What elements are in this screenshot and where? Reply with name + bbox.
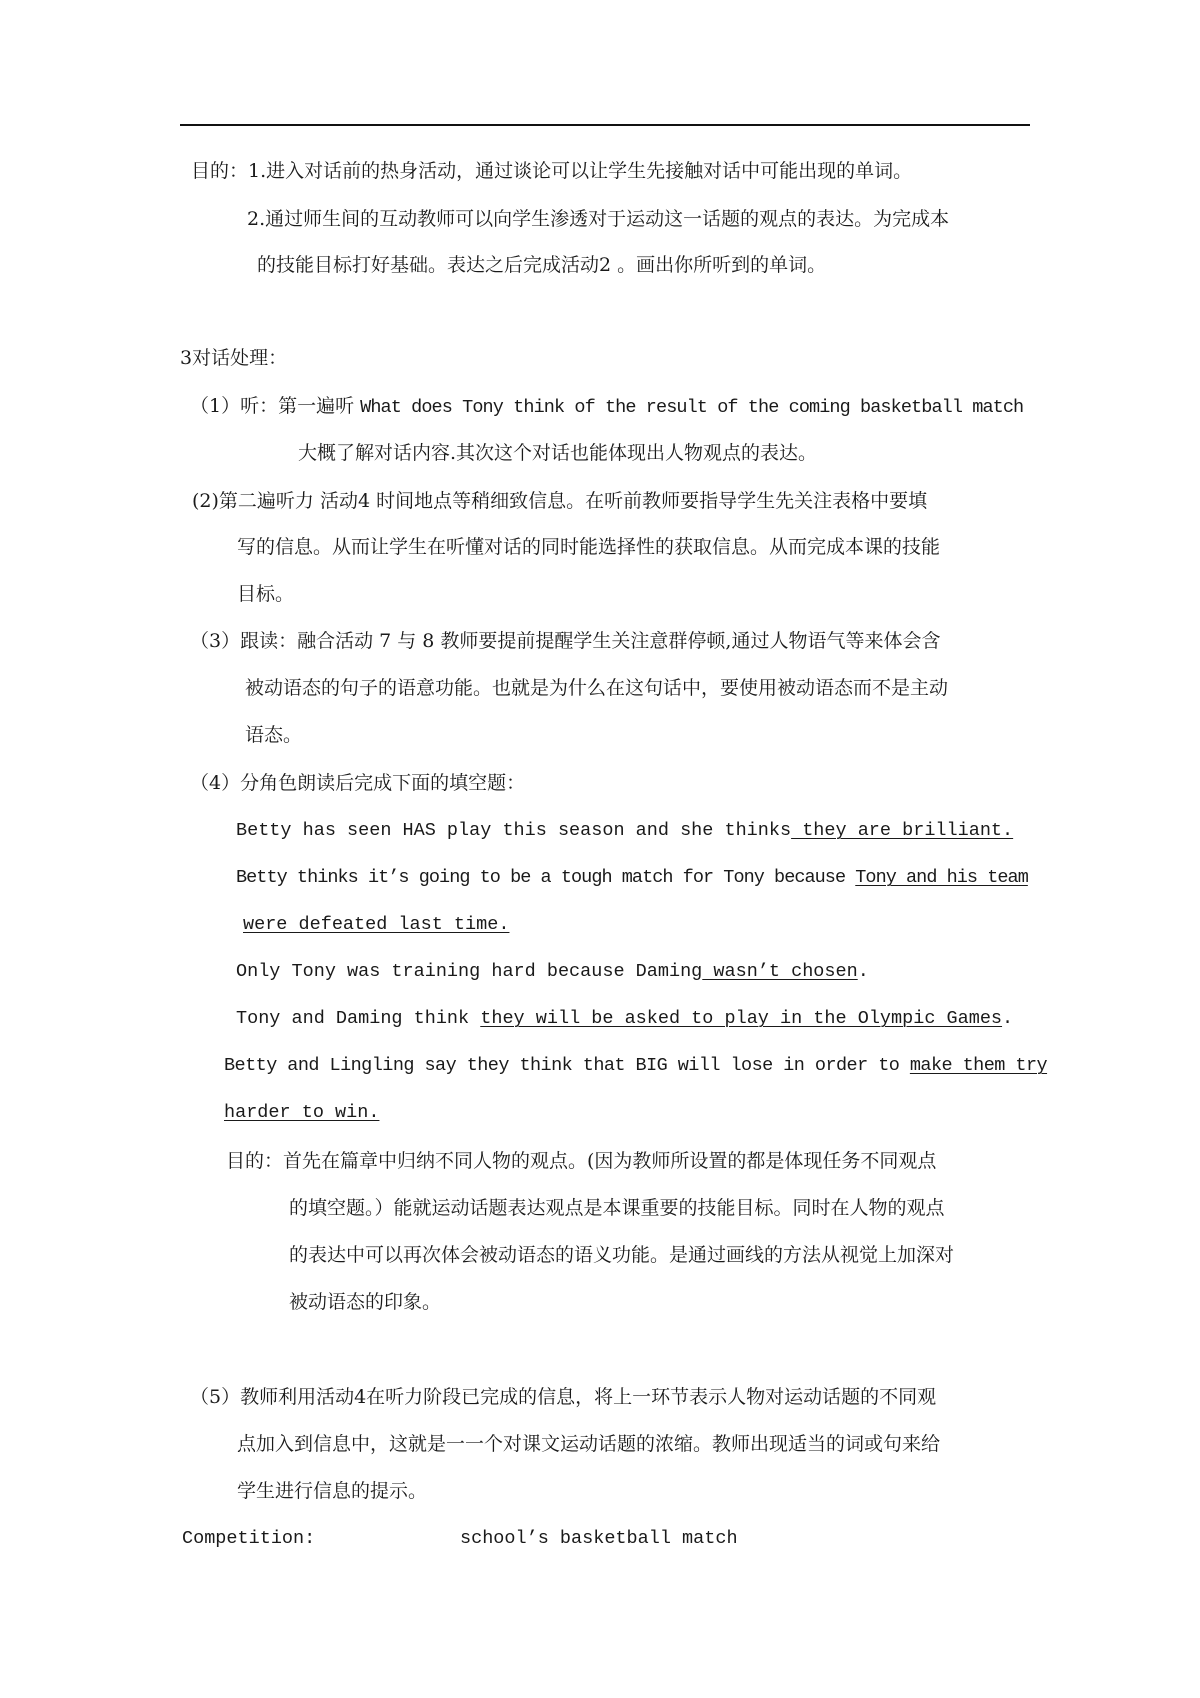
competition-label: Competition:	[182, 1528, 316, 1549]
sentence-2-cont	[243, 911, 509, 939]
purpose2-line4: 被动语态的印象。	[289, 1291, 442, 1313]
item3-line2: 被动语态的句子的语意功能。也就是为什么在这句话中，要使用被动语态而不是主动	[245, 677, 949, 699]
item2-line2: 写的信息。从而让学生在听懂对话的同时能选择性的获取信息。从而完成本课的技能	[237, 536, 941, 558]
section3-heading: 3对话处理：	[180, 347, 288, 369]
item1-line1	[190, 392, 1024, 422]
purpose2-line3: 的表达中可以再次体会被动语态的语义功能。是通过画线的方法从视觉上加深对	[289, 1244, 955, 1266]
purpose1-line2: 2.通过师生间的互动教师可以向学生渗透对于运动这一话题的观点的表达。为完成本	[247, 208, 950, 230]
item5-line2: 点加入到信息中，这就是一一个对课文运动话题的浓缩。教师出现适当的词或句来给	[237, 1433, 941, 1455]
sentence-4-answer: they will be asked to play in the Olympic Games	[480, 1008, 1003, 1029]
item2-line3: 目标。	[237, 583, 295, 605]
sentence-3-text: Only Tony was training hard because Daming	[236, 961, 703, 982]
sentence-1-answer: they are brilliant.	[791, 820, 1014, 841]
item1-prefix: （1）听：第一遍听	[190, 395, 361, 417]
item3-line1: （3）跟读：融合活动 7 与 8 教师要提前提醒学生关注意群停顿,通过人物语气等来体会含	[190, 630, 941, 652]
sentence-1-text: Betty has seen HAS play this season and she thinks	[236, 820, 792, 841]
sentence-4	[236, 1005, 1013, 1033]
sentence-5-text: Betty and Lingling say they think that BIG will lose in order to	[224, 1055, 910, 1076]
sentence-3-answer: wasn’t chosen	[702, 961, 858, 982]
sentence-5-cont	[224, 1099, 379, 1127]
purpose1-line1: 目的：1.进入对话前的热身活动，通过谈论可以让学生先接触对话中可能出现的单词。	[191, 160, 913, 182]
competition-value: school’s basketball match	[460, 1528, 738, 1549]
sentence-5	[224, 1052, 1047, 1080]
item2-line1: (2)第二遍听力 活动4 时间地点等稍细致信息。在听前教师要指导学生先关注表格中要填	[192, 490, 928, 512]
sentence-3-period: .	[857, 961, 869, 982]
item5-line3: 学生进行信息的提示。	[237, 1480, 428, 1502]
sentence-4-text: Tony and Daming think	[236, 1008, 481, 1029]
sentence-4-period: .	[1002, 1008, 1014, 1029]
item5-line1: （5）教师利用活动4在听力阶段已完成的信息，将上一环节表示人物对运动话题的不同观	[190, 1386, 937, 1408]
purpose2-line2: 的填空题。）能就运动话题表达观点是本课重要的技能目标。同时在人物的观点	[289, 1197, 945, 1219]
sentence-1	[236, 817, 1013, 845]
sentence-2-answer-b: were defeated last time.	[243, 914, 510, 935]
sentence-5-answer-b: harder to win.	[224, 1102, 380, 1123]
item1-question: What does Tony think of the result of the coming basketball match	[360, 397, 1024, 418]
header-rule	[180, 124, 1030, 126]
sentence-5-answer-a: make them try	[909, 1055, 1048, 1076]
item4-heading: （4）分角色朗读后完成下面的填空题：	[190, 772, 526, 794]
sentence-2	[236, 864, 1028, 892]
sentence-2-text: Betty thinks it’s going to be a tough match for Tony because	[236, 867, 856, 888]
sentence-2-answer-a: Tony and his team	[855, 867, 1028, 888]
item3-line3: 语态。	[245, 724, 303, 746]
purpose2-line1: 目的：首先在篇章中归纳不同人物的观点。(因为教师所设置的都是体现任务不同观点	[226, 1150, 937, 1172]
sentence-3	[236, 958, 869, 986]
purpose1-line3: 的技能目标打好基础。表达之后完成活动2 。画出你所听到的单词。	[257, 254, 827, 276]
item1-line2: 大概了解对话内容.其次这个对话也能体现出人物观点的表达。	[298, 442, 818, 464]
